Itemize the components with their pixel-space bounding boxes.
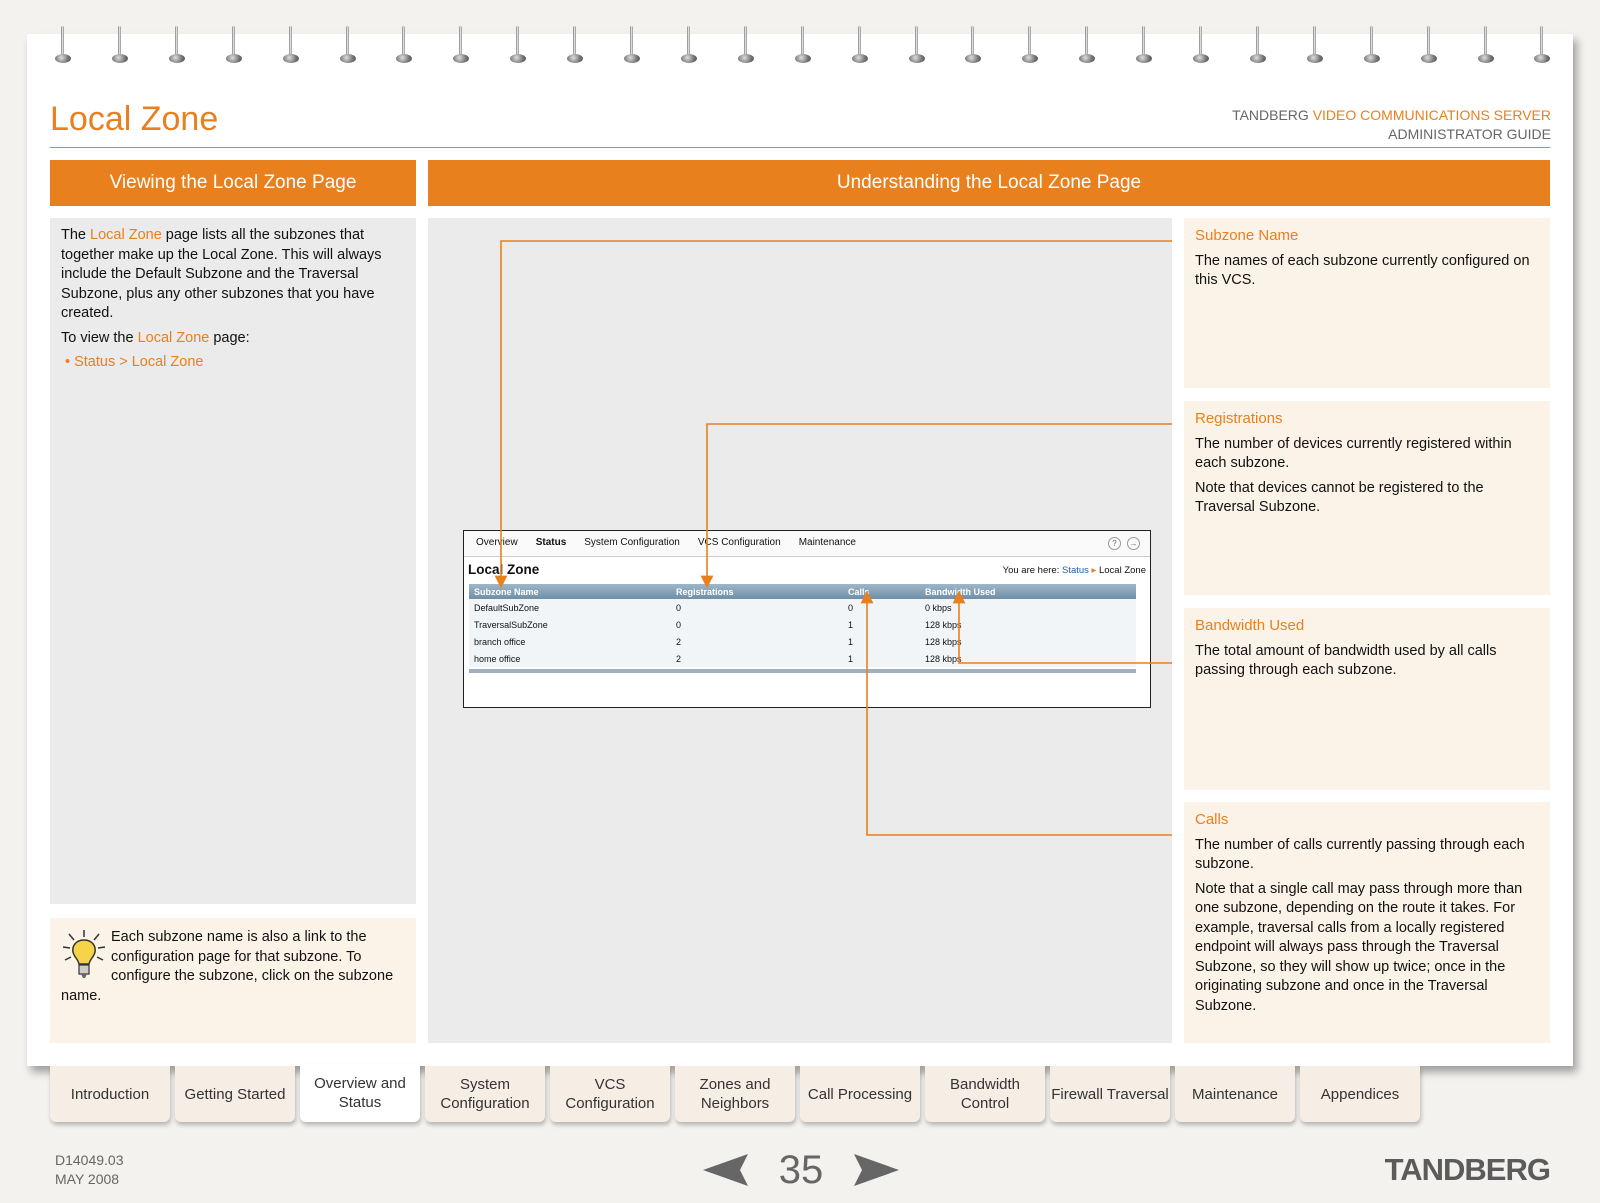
chapter-tabs [50,1066,1425,1122]
binder-rings [55,24,1535,72]
subzone-link[interactable]: home office [469,650,671,667]
table-row [469,633,1136,650]
vcs-nav-icons [1108,537,1140,550]
cell-calls: 1 [843,650,920,667]
desc-calls [1184,802,1550,1043]
binder-ring [226,24,242,66]
lightbulb-icon [61,928,107,982]
page-navigator [703,1148,899,1192]
binder-ring [1364,24,1380,66]
binder-ring [795,24,811,66]
table-header-row [469,584,1136,599]
crumb-status-link[interactable]: Status [1061,565,1089,576]
cell-calls: 0 [843,599,920,616]
tab-introduction[interactable]: Introduction [50,1066,170,1122]
nav-vcs-configuration[interactable]: VCS Configuration [697,537,781,548]
table-row [469,599,1136,616]
desc-subzone-name-title: Subzone Name [1195,227,1299,244]
binder-ring [55,24,71,66]
local-zone-link[interactable]: Local Zone [90,227,162,243]
brand-product: VIDEO COMMUNICATIONS SERVER [1312,107,1551,123]
col-registrations: Registrations [671,584,843,599]
tab-call-processing[interactable]: Call Processing [800,1066,920,1122]
intro-text-a: The [61,227,91,243]
tandberg-logo: TANDBERG [1384,1152,1550,1187]
binder-ring [1136,24,1152,66]
crumb-arrow-icon: ▸ [1088,565,1099,576]
desc-bandwidth-used [1184,608,1550,790]
page-title: Local Zone [50,100,219,138]
view-text-a: To view the [61,329,138,346]
intro-text-b: page lists all the subzones that together make up the Local Zone. This will always include the Default Subzone and the Traversal Subzone, plus any other subzones that you have created. [61,227,382,321]
view-text-b: page: [209,329,250,346]
help-icon[interactable]: ? [1108,537,1121,550]
binder-ring [396,24,412,66]
table-row [469,616,1136,633]
cell-bandwidth: 128 kbps [920,633,1136,650]
table-footer-bar [469,669,1136,673]
desc-calls-note: Note that a single call may pass through more than one subzone, depending on the route it takes. For example, traversal calls from a locally registered endpoint will always pass through the Traversal Subzone, so they will show up twice; once in the originating subzone and once in the Traversal Subzone. [1195,880,1523,1014]
tab-vcs-configuration[interactable]: VCS Configuration [550,1066,670,1122]
view-paragraph [61,329,405,349]
binder-ring [1421,24,1437,66]
subzone-link[interactable]: branch office [469,633,671,650]
cell-calls: 1 [843,616,920,633]
desc-bandwidth-title: Bandwidth Used [1195,617,1305,634]
tab-system-configuration[interactable]: System Configuration [425,1066,545,1122]
cell-registrations: 2 [671,650,843,667]
binder-ring [738,24,754,66]
binder-ring [1307,24,1323,66]
cell-registrations: 0 [671,599,843,616]
cell-calls: 1 [843,633,920,650]
tab-firewall-traversal[interactable]: Firewall Traversal [1050,1066,1170,1122]
brand-company: TANDBERG [1232,107,1313,123]
desc-registrations-text: The number of devices currently registered within each subzone. [1195,435,1512,471]
nav-overview[interactable]: Overview [476,537,518,548]
binder-ring [681,24,697,66]
vcs-page-title: Local Zone [468,562,540,577]
cell-bandwidth: 128 kbps [920,616,1136,633]
brand-heading [1232,106,1551,144]
col-calls: Calls [843,584,920,599]
nav-status[interactable]: Status [535,537,567,548]
left-section-header: Viewing the Local Zone Page [50,160,416,206]
binder-ring [909,24,925,66]
page-number: 35 [778,1148,824,1192]
binder-ring [1478,24,1494,66]
local-zone-link-2[interactable]: Local Zone [137,329,210,346]
cell-registrations: 0 [671,616,843,633]
tab-bandwidth-control[interactable]: Bandwidth Control [925,1066,1045,1122]
vcs-nav-bar [464,531,1150,557]
binder-ring [1534,24,1550,66]
subzone-table [469,584,1136,667]
vcs-screenshot [463,530,1151,708]
binder-ring [1193,24,1209,66]
nav-maintenance[interactable]: Maintenance [798,537,856,548]
binder-ring [1079,24,1095,66]
binder-ring [965,24,981,66]
desc-registrations-title: Registrations [1195,410,1283,427]
tip-box [50,918,416,1043]
nav-system-configuration[interactable]: System Configuration [584,537,680,548]
col-bandwidth-used: Bandwidth Used [920,584,1136,599]
crumb-prefix: You are here: [1002,565,1062,576]
tab-zones-and-neighbors[interactable]: Zones and Neighbors [675,1066,795,1122]
binder-ring [852,24,868,66]
binder-ring [283,24,299,66]
subzone-link[interactable]: DefaultSubZone [469,599,671,616]
intro-paragraph [61,226,405,324]
binder-ring [567,24,583,66]
cell-registrations: 2 [671,633,843,650]
binder-ring [112,24,128,66]
menu-path-link[interactable]: • Status > Local Zone [65,354,204,370]
binder-ring [169,24,185,66]
document-id [55,1151,124,1189]
desc-registrations [1184,401,1550,595]
vcs-breadcrumb [1003,565,1146,576]
desc-subzone-name-text: The names of each subzone currently configured on this VCS. [1195,252,1530,288]
brand-guide: ADMINISTRATOR GUIDE [1388,126,1551,142]
desc-registrations-note: Note that devices cannot be registered to the Traversal Subzone. [1195,479,1484,515]
logout-icon[interactable]: → [1127,537,1140,550]
cell-bandwidth: 128 kbps [920,650,1136,667]
binder-ring [1250,24,1266,66]
binder-ring [624,24,640,66]
crumb-current: Local Zone [1098,565,1146,576]
title-rule [50,147,1550,148]
desc-calls-title: Calls [1195,811,1229,828]
desc-bandwidth-text: The total amount of bandwidth used by all calls passing through each subzone. [1195,642,1497,678]
binder-ring [340,24,356,66]
binder-ring [510,24,526,66]
subzone-link[interactable]: TraversalSubZone [469,616,671,633]
desc-subzone-name [1184,218,1550,388]
binder-ring [453,24,469,66]
doc-number: D14049.03 [55,1152,124,1168]
table-row [469,650,1136,667]
binder-ring [1022,24,1038,66]
doc-date: MAY 2008 [55,1171,120,1187]
tab-appendices[interactable]: Appendices [1300,1066,1420,1122]
col-subzone-name: Subzone Name [469,584,671,599]
right-section-header: Understanding the Local Zone Page [428,160,1550,206]
desc-calls-text: The number of calls currently passing through each subzone. [1195,836,1525,872]
cell-bandwidth: 0 kbps [920,599,1136,616]
tab-overview-and-status[interactable]: Overview and Status [300,1064,420,1122]
viewing-instructions [50,218,416,904]
tab-getting-started[interactable]: Getting Started [175,1066,295,1122]
tip-text: Each subzone name is also a link to the configuration page for that subzone. To configure the subzone, click on the subzone name. [61,929,394,1004]
tab-maintenance[interactable]: Maintenance [1175,1066,1295,1122]
next-page-arrow-icon[interactable] [854,1154,899,1186]
